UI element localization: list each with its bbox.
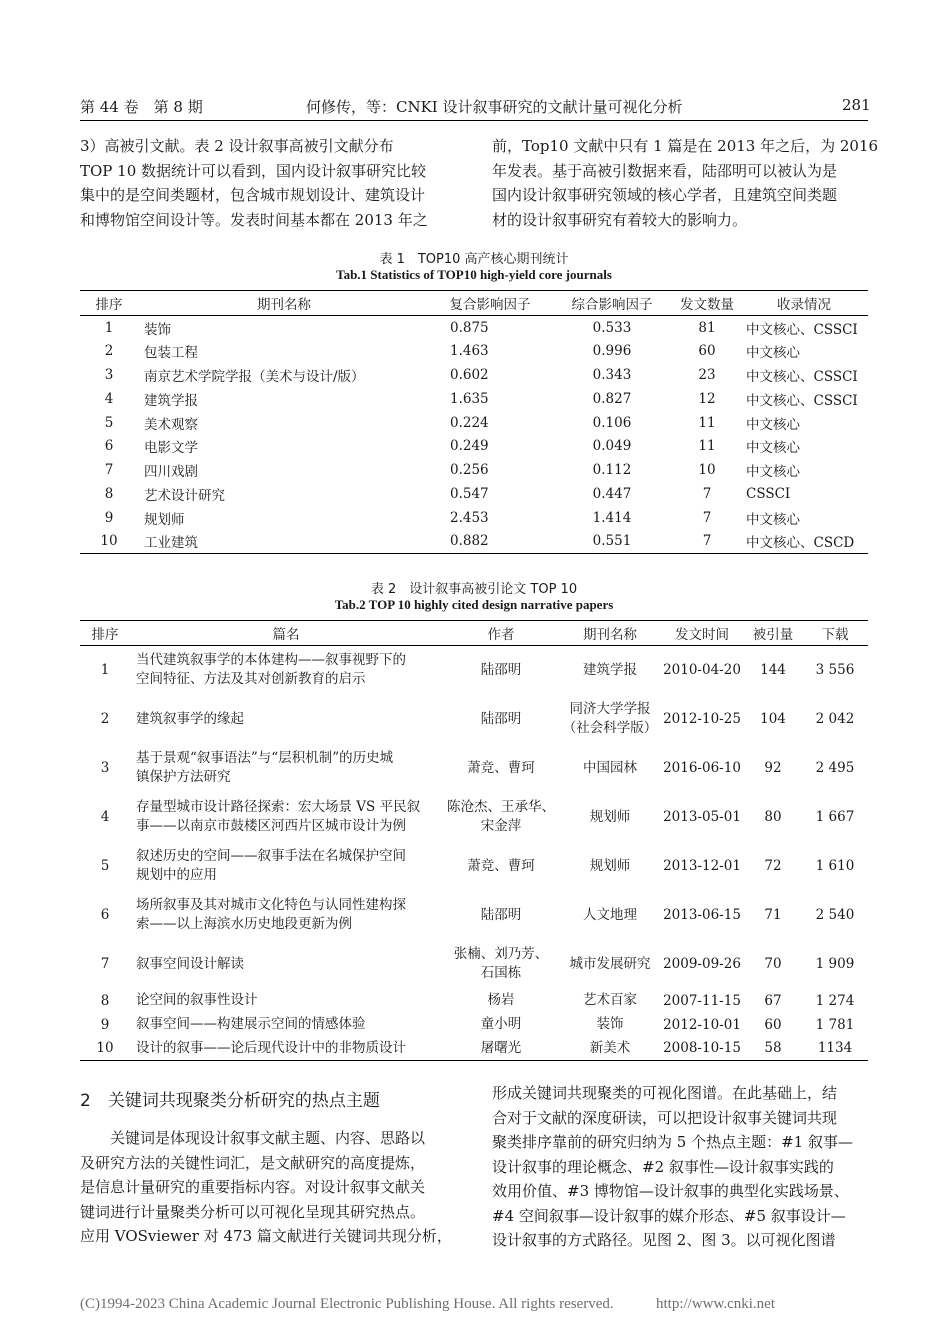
table2-cell-rank: 1 xyxy=(100,662,110,679)
cell-line: 宋金萍 xyxy=(480,818,522,834)
table1-header-cell: 综合影响因子 xyxy=(550,291,674,316)
table2-cell-title xyxy=(130,891,442,940)
table2-header-cell: 发文时间 xyxy=(660,621,744,646)
table1-cell: 中文核心、CSCD xyxy=(740,530,868,554)
table1-cell: 7 xyxy=(674,530,740,554)
cell-line: 叙事空间设计解读 xyxy=(136,955,244,972)
table2-row xyxy=(80,1037,868,1061)
table1-header-cell: 期刊名称 xyxy=(138,291,430,316)
cell-line: 装饰 xyxy=(596,1016,624,1032)
cell-line: 基于景观“叙事语法”与“层积机制”的历史城 xyxy=(136,750,394,766)
table2-cell-downloads: 1 909 xyxy=(815,956,855,972)
table2-cell-date: 2013-12-01 xyxy=(663,858,741,874)
table2-cell-journal xyxy=(560,989,660,1013)
table2-cell-date: 2007-11-15 xyxy=(663,992,741,1009)
table2-row xyxy=(80,744,868,793)
table1-cell: 0.602 xyxy=(450,366,489,383)
table2-cell-author xyxy=(442,940,560,989)
table2-row xyxy=(80,940,868,989)
table2-cell-journal xyxy=(560,891,660,940)
table1-cell: 2.453 xyxy=(450,509,489,526)
table2-cell-journal xyxy=(560,744,660,793)
table2-cell-date: 2008-10-15 xyxy=(660,1037,744,1061)
table1-row xyxy=(80,316,868,340)
cell-line: 事——以南京市鼓楼区河西片区城市设计为例 xyxy=(136,818,406,834)
table2-cell-date: 2013-05-01 xyxy=(663,809,741,825)
table1-cell: 10 xyxy=(80,530,138,554)
table2-cell-title xyxy=(130,1037,442,1061)
table2-cell-title xyxy=(130,695,442,744)
table2-cell-title xyxy=(130,744,442,793)
table2-cell-author xyxy=(442,1037,560,1061)
table2-cell-rank: 3 xyxy=(100,760,110,776)
table2-header-row xyxy=(80,621,868,646)
table2-caption-en: Tab.2 TOP 10 highly cited design narrative papers xyxy=(334,597,614,612)
cell-line: 萧竞、曹珂 xyxy=(467,759,535,776)
text-line: 是信息计量研究的重要指标内容。对设计叙事文献关 xyxy=(80,1178,426,1196)
table1-cell: 1 xyxy=(104,319,114,336)
table2-cell-author xyxy=(442,989,560,1013)
cell-line: 场所叙事及其对城市文化特色与认同性建构探 xyxy=(136,897,406,913)
table2-cell-title xyxy=(130,989,442,1013)
table2-cell-cited: 80 xyxy=(764,809,782,825)
text-line: #4 空间叙事—设计叙事的媒介形态、#5 叙事设计— xyxy=(492,1206,846,1225)
table2-cell-downloads: 2 042 xyxy=(815,711,855,727)
text-line: 形成关键词共现聚类的可视化图谱。在此基础上，结 xyxy=(492,1084,838,1102)
table1-cell: 23 xyxy=(698,366,716,383)
header-page-number: 281 xyxy=(842,96,871,114)
table2-cell-date: 2013-06-15 xyxy=(663,907,741,923)
cell-line: 论空间的叙事性设计 xyxy=(136,992,258,1008)
table1-cell: 60 xyxy=(698,343,716,360)
table1-cell: 0.106 xyxy=(592,414,632,431)
cell-line: 新美术 xyxy=(589,1039,631,1056)
table1-row xyxy=(80,339,868,363)
text-line: 及研究方法的关键性词汇，是文献研究的高度提炼， xyxy=(80,1153,426,1172)
table1-cell: 装饰 xyxy=(144,321,171,338)
table2-cell-author xyxy=(442,793,560,842)
table2-cell-author xyxy=(442,891,560,940)
cell-line: 萧竞、曹珂 xyxy=(467,857,535,874)
table2-header-cell: 下载 xyxy=(802,621,868,646)
table2-cell-date: 2012-10-01 xyxy=(663,1016,741,1033)
table2-cell-date: 2009-09-26 xyxy=(663,956,741,972)
text-line: TOP 10 数据统计可以看到，国内设计叙事研究比较 xyxy=(80,161,427,180)
header-rule xyxy=(80,120,868,121)
cell-line: 杨岩 xyxy=(487,992,515,1008)
table1-row xyxy=(80,458,868,482)
table2-row xyxy=(80,842,868,891)
table1-row xyxy=(80,434,868,458)
table1-cell: 0.224 xyxy=(450,414,489,431)
table2-cell-journal xyxy=(560,695,660,744)
table1-cell: 美术观察 xyxy=(144,416,198,433)
table1-cell: 7 xyxy=(702,509,712,526)
table2-cell-downloads: 2 495 xyxy=(815,760,855,776)
table1-cell: 7 xyxy=(104,462,114,479)
table1-cell: 11 xyxy=(698,438,716,455)
cell-line: 空间特征、方法及其对创新教育的启示 xyxy=(136,671,366,688)
text-line: 关键词是体现设计叙事文献主题、内容、思路以 xyxy=(80,1129,426,1147)
section2-left-column xyxy=(80,1126,460,1249)
table1-cell: 10 xyxy=(698,462,716,479)
text-line: 材的设计叙事研究有着较大的影响力。 xyxy=(492,210,748,229)
table1-cell: 1.635 xyxy=(450,390,489,407)
table2-row xyxy=(80,646,868,695)
table2-cell-journal xyxy=(560,842,660,891)
table2-cell-rank: 5 xyxy=(100,858,110,874)
table1-cell: 0.827 xyxy=(592,390,632,407)
table1-cell: 0.447 xyxy=(592,485,632,502)
table1-row xyxy=(80,387,868,411)
table2-cell-downloads: 1 781 xyxy=(815,1016,855,1033)
cell-line: 陆邵明 xyxy=(480,710,522,727)
table1-caption-en: Tab.1 Statistics of TOP10 high-yield core journals xyxy=(336,267,612,282)
table2-header-cell: 期刊名称 xyxy=(560,621,660,646)
table1-cell: 5 xyxy=(104,414,114,431)
cell-line: 存量型城市设计路径探索：宏大场景 VS 平民叙 xyxy=(136,799,421,815)
table1-row xyxy=(80,506,868,530)
table2-row xyxy=(80,989,868,1013)
table2-row xyxy=(80,1013,868,1037)
table2-cell-rank: 2 xyxy=(100,711,110,727)
table1-header-row xyxy=(80,291,868,316)
table2-cell-author xyxy=(442,646,560,695)
table2-cell-title xyxy=(130,940,442,989)
cell-line: 同济大学学报 xyxy=(569,701,651,717)
table2-cell-cited: 71 xyxy=(764,907,782,923)
text-line: 应用 VOSviewer 对 473 篇文献进行关键词共现分析， xyxy=(80,1227,452,1245)
table2-cell-author xyxy=(442,695,560,744)
table2-cell-cited: 104 xyxy=(760,711,786,727)
table1-header-cell: 排序 xyxy=(80,291,138,316)
header-article-title: 何修传，等：CNKI 设计叙事研究的文献计量可视化分析 xyxy=(306,98,683,116)
cell-line: 叙事空间——构建展示空间的情感体验 xyxy=(136,1016,366,1032)
table1-cell: 南京艺术学院学报（美术与设计/版） xyxy=(144,368,365,385)
footer-copyright: (C)1994-2023 China Academic Journal Electronic Publishing House. All rights reserved. xyxy=(80,1296,614,1312)
table2-cell-downloads: 1 274 xyxy=(815,992,855,1009)
table2-caption-cn: 表 2 设计叙事高被引论文 TOP 10 xyxy=(370,582,578,597)
table1-cell: 0.256 xyxy=(450,462,489,479)
table1-cell: 4 xyxy=(104,390,114,407)
cell-line: 陆邵明 xyxy=(480,661,522,678)
table2-cell-downloads: 1 667 xyxy=(815,809,855,825)
table1-header-cell: 收录情况 xyxy=(740,291,868,316)
table2-cell-title xyxy=(130,793,442,842)
table1-header-cell: 发文数量 xyxy=(674,291,740,316)
table1-cell: 中文核心、CSSCI xyxy=(746,392,858,409)
table1-body xyxy=(80,316,868,554)
header-volume-issue: 第 44 卷 第 8 期 xyxy=(80,98,203,116)
table1-cell: 包装工程 xyxy=(144,345,198,362)
section-heading: 2 关键词共现聚类分析研究的热点主题 xyxy=(80,1091,380,1111)
text-line: 3）高被引文献。表 2 设计叙事高被引文献分布 xyxy=(80,137,394,155)
table1-cell: CSSCI xyxy=(746,485,791,502)
intro-left-column xyxy=(80,134,460,232)
cell-line: 张楠、刘乃芳、 xyxy=(453,946,549,962)
table1-cell: 0.343 xyxy=(592,366,632,383)
cell-line: 陆邵明 xyxy=(480,906,522,923)
table1-cell: 0.533 xyxy=(592,319,632,336)
table1-row xyxy=(80,482,868,506)
table2-row xyxy=(80,891,868,940)
table1-cell: 中文核心 xyxy=(746,464,800,481)
text-line: 前，Top10 文献中只有 1 篇是在 2013 年之后，为 2016 xyxy=(492,137,879,155)
table1-row xyxy=(80,411,868,435)
table2-cell-rank: 9 xyxy=(100,1016,110,1033)
text-line: 设计叙事的方式路径。见图 2、图 3。以可视化图谱 xyxy=(492,1231,836,1249)
cell-line: 中国园林 xyxy=(583,759,637,776)
table2-cell-cited: 144 xyxy=(760,662,786,679)
table1-cell: 81 xyxy=(698,319,716,336)
table1-cell: 中文核心 xyxy=(746,511,800,528)
table1-cell: 中文核心 xyxy=(746,416,800,433)
table2-cell-downloads: 2 540 xyxy=(815,907,855,923)
footer-url[interactable]: http://www.cnki.net xyxy=(656,1296,776,1312)
table2-cell-rank: 6 xyxy=(100,907,110,923)
table1-cell: 6 xyxy=(104,438,114,455)
table2-cell-cited: 92 xyxy=(764,760,782,776)
table2-cell-author xyxy=(442,842,560,891)
table2-header-cell: 篇名 xyxy=(130,621,442,646)
table2-cell-cited: 67 xyxy=(764,992,782,1009)
table1-caption-cn: 表 1 TOP10 高产核心期刊统计 xyxy=(379,252,569,267)
cell-line: 当代建筑叙事学的本体建构——叙事视野下的 xyxy=(136,652,406,669)
table2-cell-journal xyxy=(560,646,660,695)
table2-cell-rank: 8 xyxy=(100,992,110,1009)
table1-row xyxy=(80,363,868,387)
cell-line: 规划师 xyxy=(589,808,631,825)
table1-cell: 9 xyxy=(104,509,114,526)
table2-header-cell: 被引量 xyxy=(744,621,802,646)
table1-cell: 11 xyxy=(698,414,716,431)
cell-line: 艺术百家 xyxy=(583,992,637,1008)
table1-cell: 1.414 xyxy=(592,509,632,526)
table1-cell: 中文核心 xyxy=(746,440,800,457)
text-line: 键词进行计量聚类分析可以可视化呈现其研究热点。 xyxy=(80,1202,426,1221)
cell-line: 建筑学报 xyxy=(583,661,637,678)
text-line: 年发表。基于高被引数据来看，陆邵明可以被认为是 xyxy=(492,161,838,180)
table1-cell: 0.249 xyxy=(450,438,489,455)
table1-cell: 工业建筑 xyxy=(138,530,430,554)
table2-cell-rank: 10 xyxy=(80,1037,130,1061)
text-line: 设计叙事的理论概念、#2 叙事性—设计叙事实践的 xyxy=(492,1157,834,1176)
table2-cell-rank: 4 xyxy=(100,809,110,825)
table2-cell-cited: 70 xyxy=(764,956,782,972)
table2-cell-cited: 60 xyxy=(764,1016,782,1033)
table2-header-cell: 排序 xyxy=(80,621,130,646)
table2-cell-author xyxy=(442,744,560,793)
table2-cell-cited: 58 xyxy=(744,1037,802,1061)
table1-cell: 8 xyxy=(104,485,114,502)
cell-line: 设计的叙事——论后现代设计中的非物质设计 xyxy=(136,1039,406,1056)
table2-cell-cited: 72 xyxy=(764,858,782,874)
cell-line: 童小明 xyxy=(480,1016,522,1032)
table2-cell-date: 2016-06-10 xyxy=(663,760,741,776)
table1-cell: 规划师 xyxy=(144,511,185,528)
table1-cell: 7 xyxy=(702,485,712,502)
cell-line: （社会科学版） xyxy=(562,720,658,736)
text-line: 集中的是空间类题材，包含城市规划设计、建筑设计 xyxy=(80,186,426,204)
section2-right-column xyxy=(492,1081,868,1253)
text-line: 聚类排序靠前的研究归纳为 5 个热点主题：#1 叙事— xyxy=(492,1133,853,1151)
cell-line: 建筑叙事学的缘起 xyxy=(136,710,244,727)
table1-cell: 中文核心、CSSCI xyxy=(746,321,858,338)
cell-line: 规划中的应用 xyxy=(136,867,217,883)
table2-cell-author xyxy=(442,1013,560,1037)
table2-body xyxy=(80,646,868,1061)
table1-cell: 3 xyxy=(104,366,114,383)
table1-cell: 12 xyxy=(698,390,716,407)
text-line: 和博物馆空间设计等。发表时间基本都在 2013 年之 xyxy=(80,210,428,229)
table1-cell: 艺术设计研究 xyxy=(144,487,225,504)
table2-cell-date: 2010-04-20 xyxy=(663,662,741,679)
table2-cell-journal xyxy=(560,1013,660,1037)
cell-line: 石国栋 xyxy=(480,965,522,981)
table1-cell: 1.463 xyxy=(450,343,489,360)
table1-header-cell: 复合影响因子 xyxy=(430,291,550,316)
cell-line: 屠曙光 xyxy=(480,1039,522,1056)
table2-cell-journal xyxy=(560,793,660,842)
text-line: 国内设计叙事研究领域的核心学者，且建筑空间类题 xyxy=(492,186,838,204)
table1-cell: 0.875 xyxy=(450,319,489,336)
table1-cell: 电影文学 xyxy=(144,440,198,457)
table2 xyxy=(80,620,868,1061)
table1-cell: 0.547 xyxy=(450,485,489,502)
table1-cell: 四川戏剧 xyxy=(144,464,198,481)
table1-cell: 0.882 xyxy=(430,530,550,554)
cell-line: 叙述历史的空间——叙事手法在名城保护空间 xyxy=(136,848,406,864)
table2-cell-title xyxy=(130,1013,442,1037)
table2-row xyxy=(80,695,868,744)
table1-cell: 建筑学报 xyxy=(144,392,198,409)
cell-line: 陈沧杰、王承华、 xyxy=(447,799,555,815)
table2-cell-title xyxy=(130,646,442,695)
table2-cell-downloads: 1134 xyxy=(802,1037,868,1061)
table1-cell: 中文核心、CSSCI xyxy=(746,368,858,385)
cell-line: 人文地理 xyxy=(583,906,637,923)
table1-cell: 0.551 xyxy=(550,530,674,554)
intro-right-column xyxy=(492,134,879,232)
text-line: 合对于文献的深度研读，可以把设计叙事关键词共现 xyxy=(492,1108,838,1127)
cell-line: 城市发展研究 xyxy=(569,955,651,972)
table2-cell-title xyxy=(130,842,442,891)
table2-header-cell: 作者 xyxy=(442,621,560,646)
table2-cell-rank: 7 xyxy=(100,956,110,972)
table1-row xyxy=(80,530,868,554)
table1-cell: 0.112 xyxy=(592,462,632,479)
table2-cell-downloads: 3 556 xyxy=(815,662,855,679)
table1-cell: 2 xyxy=(104,343,114,360)
table2-cell-journal xyxy=(560,1037,660,1061)
cell-line: 规划师 xyxy=(589,857,631,874)
table2-cell-date: 2012-10-25 xyxy=(663,711,741,727)
table1-cell: 0.049 xyxy=(592,438,632,455)
cell-line: 索——以上海滨水历史地段更新为例 xyxy=(136,916,352,932)
table1-cell: 中文核心 xyxy=(746,345,800,362)
cell-line: 镇保护方法研究 xyxy=(136,769,231,785)
text-line: 效用价值、#3 博物馆—设计叙事的典型化实践场景、 xyxy=(492,1182,849,1200)
table1-cell: 0.996 xyxy=(592,343,632,360)
table2-cell-journal xyxy=(560,940,660,989)
table2-row xyxy=(80,793,868,842)
table1 xyxy=(80,290,868,554)
table2-cell-downloads: 1 610 xyxy=(815,858,855,874)
